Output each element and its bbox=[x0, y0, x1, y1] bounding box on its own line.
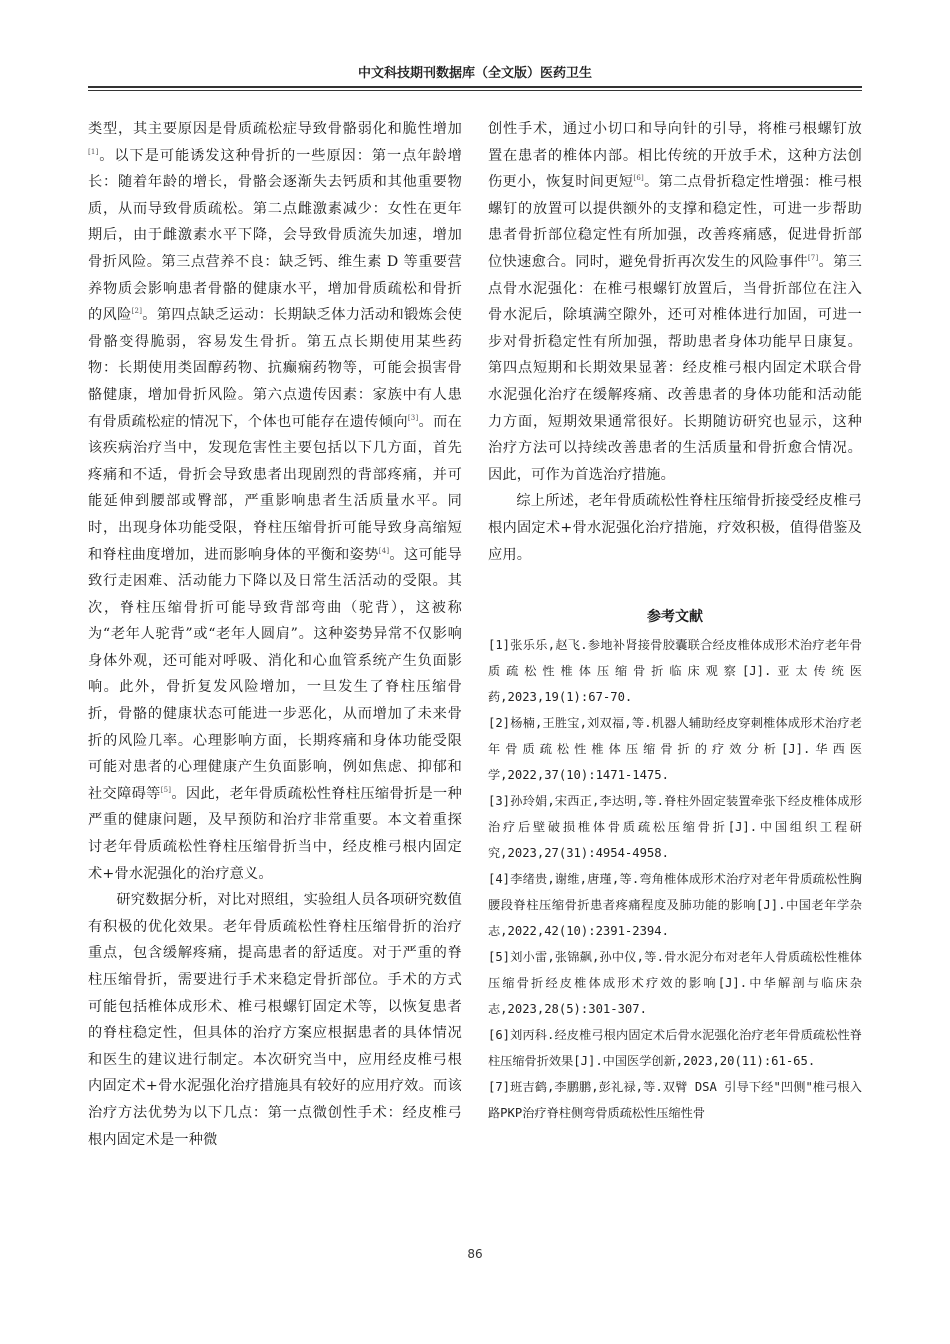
right-column bbox=[488, 116, 862, 1126]
conclusion-paragraph: 综上所述，老年骨质疏松性脊柱压缩骨折接受经皮椎弓根内固定术+骨水泥强化治疗措施，疗效积极，值得借鉴及应用。 bbox=[488, 493, 862, 563]
reference-item: [3]孙玲娟,宋西正,李达明,等.脊柱外固定装置牵张下经皮椎体成形治疗后壁破损椎体骨质疏松压缩骨折[J].中国组织工程研究,2023,27(31):4954-4958. bbox=[488, 794, 862, 861]
reference-item: [7]班吉鹤,李鹏鹏,彭礼禄,等.双臂 DSA 引导下经"凹侧"椎弓根入路PKP治疗脊柱侧弯骨质疏松性压缩性骨 bbox=[488, 1080, 862, 1121]
reference-item: [5]刘小雷,张锦飙,孙中仪,等.骨水泥分布对老年人骨质疏松性椎体压缩骨折经皮椎体成形术疗效的影响[J].中华解剖与临床杂志,2023,28(5):301-307. bbox=[488, 950, 862, 1017]
references-heading: 参考文献 bbox=[647, 609, 703, 626]
body-paragraph: 类型，其主要原因是骨质疏松症导致骨骼弱化和脆性增加[1]。以下是可能诱发这种骨折的一些原因：第一点年龄增长：随着年龄的增长，骨骼会逐渐失去钙质和其他重要物质，从而导致骨质疏松。第二点雌激素减少：女性在更年期后，由于雌激素水平下降，会导致骨质流失加速，增加骨折风险。第三点营养不良：缺乏钙、维生素 D 等重要营养物质会影响患者骨骼的健康水平，增加骨质疏松和骨折的风险[2]。第四点缺乏运动：长期缺乏体力活动和锻炼会使骨骼变得脆弱，容易发生骨折。第五点长期使用某些药物：长期使用类固醇药物、抗癫痫药物等，可能会损害骨骼健康，增加骨折风险。第六点遗传因素：家族中有人患有骨质疏松症的情况下，个体也可能存在遗传倾向[3]。而在该疾病治疗当中，发现危害性主要包括以下几方面，首先疼痛和不适，骨折会导致患者出现剧烈的背部疼痛，并可能延伸到腰部或臀部，严重影响患者生活质量水平。同时，出现身体功能受限，脊柱压缩骨折可能导致身高缩短和脊柱曲度增加，进而影响身体的平衡和姿势[4]。这可能导致行走困难、活动能力下降以及日常生活活动的受限。其次，脊柱压缩骨折可能导致背部弯曲（驼背），这被称为“老年人驼背”或“老年人圆肩”。这种姿势异常不仅影响身体外观，还可能对呼吸、消化和心血管系统产生负面影响。此外，骨折复发风险增加，一旦发生了脊柱压缩骨折，骨骼的健康状态可能进一步恶化，从而增加了未来骨折的风险几率。心理影响方面，长期疼痛和身体功能受限可能对患者的心理健康产生负面影响，例如焦虑、抑郁和社交障碍等[5]。因此，老年骨质疏松性脊柱压缩骨折是一种严重的健康问题，及早预防和治疗非常重要。本文着重探讨老年骨质疏松性脊柱压缩骨折当中，经皮椎弓根内固定术+骨水泥强化的治疗意义。 bbox=[88, 121, 462, 882]
body-paragraph: 创性手术，通过小切口和导向针的引导，将椎弓根螺钉放置在患者的椎体内部。相比传统的开放手术，这种方法创伤更小，恢复时间更短[6]。第二点骨折稳定性增强：椎弓根螺钉的放置可以提供额外的支撑和稳定性，可进一步帮助患者骨折部位稳定性有所加强，改善疼痛感，促进骨折部位快速愈合。同时，避免骨折再次发生的风险事件[7]。第三点骨水泥强化：在椎弓根螺钉放置后，当骨折部位在注入骨水泥后，除填满空隙外，还可对椎体进行加固，可进一步对骨折稳定性有所加强，帮助患者身体功能早日康复。第四点短期和长期效果显著：经皮椎弓根内固定术联合骨水泥强化治疗在缓解疼痛、改善患者的身体功能和活动能力方面，短期效果通常很好。长期随访研究也显示，这种治疗方法可以持续改善患者的生活质量和骨折愈合情况。因此，可作为首选治疗措施。 bbox=[488, 121, 862, 483]
citation-ref[interactable]: [4] bbox=[378, 546, 390, 555]
reference-item: [2]杨楠,王胜宝,刘双福,等.机器人辅助经皮穿刺椎体成形术治疗老年骨质疏松性椎体压缩骨折的疗效分析[J].华西医学,2022,37(10):1471-1475. bbox=[488, 716, 862, 783]
header-rule-thin bbox=[88, 90, 862, 91]
reference-item: [1]张乐乐,赵飞.参地补肾接骨胶囊联合经皮椎体成形术治疗老年骨质疏松性椎体压缩骨折临床观察[J].亚太传统医药,2023,19(1):67-70. bbox=[488, 638, 862, 705]
citation-ref[interactable]: [6] bbox=[633, 174, 644, 183]
citation-ref[interactable]: [3] bbox=[407, 413, 419, 422]
header-rule bbox=[88, 86, 862, 88]
reference-list bbox=[488, 632, 862, 1126]
citation-ref[interactable]: [5] bbox=[160, 785, 172, 794]
citation-ref[interactable]: [2] bbox=[131, 307, 143, 316]
left-column bbox=[88, 116, 462, 1153]
reference-item: [4]李绪贵,谢维,唐瑾,等.弯角椎体成形术治疗对老年骨质疏松性胸腰段脊柱压缩骨折患者疼痛程度及肺功能的影响[J].中国老年学杂志,2022,42(10):2391-2394. bbox=[488, 872, 862, 939]
journal-header: 中文科技期刊数据库（全文版）医药卫生 bbox=[357, 66, 592, 81]
reference-item: [6]刘丙科.经皮椎弓根内固定术后骨水泥强化治疗老年骨质疏松性脊柱压缩骨折效果[J].中国医学创新,2023,20(11):61-65. bbox=[488, 1028, 862, 1069]
citation-ref[interactable]: [1] bbox=[88, 147, 99, 156]
page-number: 86 bbox=[467, 1247, 483, 1261]
body-paragraph: 研究数据分析，对比对照组，实验组人员各项研究数值有积极的优化效果。老年骨质疏松性脊柱压缩骨折的治疗重点，包含缓解疼痛，提高患者的舒适度。对于严重的脊柱压缩骨折，需要进行手术来稳定骨折部位。手术的方式可能包括椎体成形术、椎弓根螺钉固定术等，以恢复患者的脊柱稳定性，但具体的治疗方案应根据患者的具体情况和医生的建议进行制定。本次研究当中，应用经皮椎弓根内固定术+骨水泥强化治疗措施具有较好的应用疗效。而该治疗方法优势为以下几点：第一点微创性手术：经皮椎弓根内固定术是一种微 bbox=[88, 892, 462, 1148]
citation-ref[interactable]: [7] bbox=[807, 253, 819, 262]
